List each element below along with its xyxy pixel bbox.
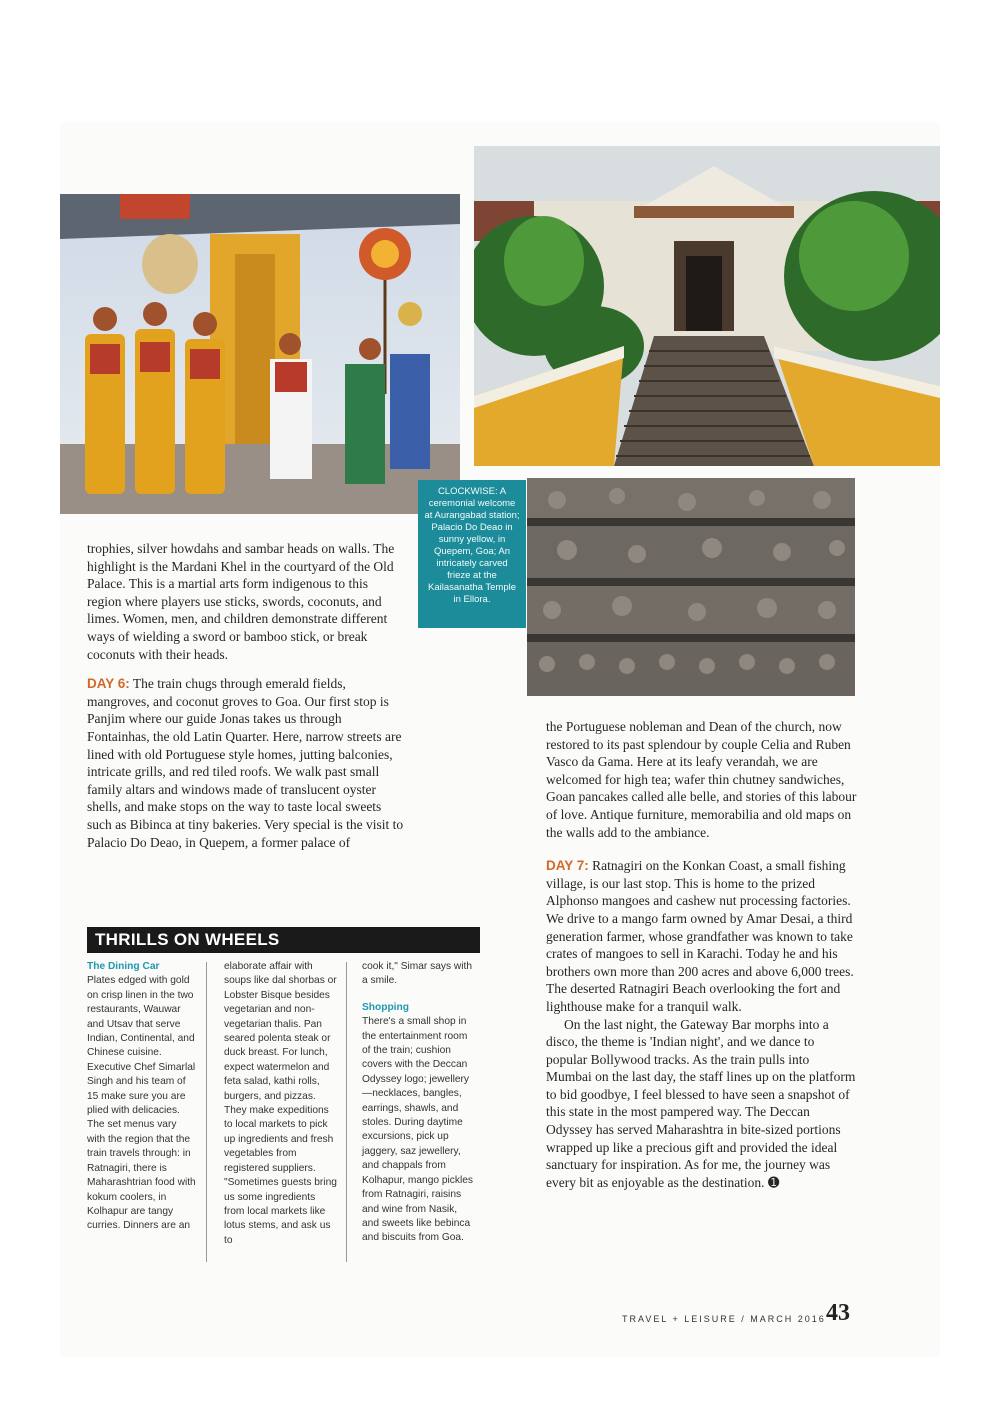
palacio-photo <box>474 146 940 466</box>
shopping-heading: Shopping <box>362 1001 409 1013</box>
welcome-photo <box>60 194 460 514</box>
right-para-3 <box>546 1016 858 1192</box>
sidebar-col-3 <box>362 960 474 1246</box>
page-number: 43 <box>826 1300 850 1326</box>
right-para-3-text: On the last night, the Gateway Bar morphs into a disco, the theme is 'Indian night', and we dance to popular Bollywood tracks. As the train pulls into Mumbai on the last day, the staff lines up on the platform to bid goodbye, I feel blessed to have seen a snapshot of this state in the most pampered way. The Deccan Odyssey has served Maharashtra in bite-sized portions wrapped up like a precious gift and provided the ideal sanctuary for inspiration. As for me, the journey was every bit as enjoyable as the destination. <box>546 1016 856 1190</box>
sidebar-col-2 <box>224 960 338 1248</box>
end-mark-icon: ➊ <box>767 1174 780 1190</box>
palacio-photo-art <box>474 146 940 466</box>
day6-text: The train chugs through emerald fields, mangroves, and coconut groves to Goa. Our first stop is Panjim where our guide Jonas takes us through Fontainhas, the old Latin Quarter. Here, narrow streets are lined with old Portuguese style homes, jutting balconies, intricate grills, and red tiled roofs. We walk past small family altars and windows made of translucent oyster shells, and make stops on the way to taste local sweets such as Bibinca at tiny bakeries. Very special is the visit to Palacio Do Deao, in Quepem, a former palace of <box>87 676 404 850</box>
day6-label: DAY 6: <box>87 676 130 692</box>
day6-paragraph <box>87 675 405 851</box>
day7-text: Ratnagiri on the Konkan Coast, a small fishing village, is our last stop. This is home to the prized Alphonso mangoes and cashew nut processing factories. We drive to a mango farm owned by Amar Desai, a third generation farmer, whose grandfather was known to take crates of mangoes to sell in Karachi. Today he and his brothers own more than 200 acres and above 6,000 trees. The deserted Ratnagiri Beach overlooking the fort and lighthouse make for a tranquil walk. <box>546 858 854 1014</box>
shopping-text: There's a small shop in the entertainment room of the train; cushion covers with the Deccan Odyssey logo; jewellery—necklaces, bangles, earrings, shawls, and stoles. During daytime excursions, pick up jaggery, saz jewellery, and chappals from Kolhapur, mango pickles from Ratnagiri, raisins and wine from Nasik, and sweets like bebinca and biscuits from Goa. <box>362 1016 473 1244</box>
sidebar-divider-1 <box>206 962 207 1262</box>
frieze-photo <box>527 478 855 696</box>
welcome-photo-art <box>60 194 460 514</box>
magazine-page <box>60 122 940 1357</box>
sidebar-divider-2 <box>346 962 347 1262</box>
footer-credit: TRAVEL + LEISURE / MARCH 2016 <box>622 1314 826 1324</box>
dining-car-quote: cook it," Simar says with a smile. <box>362 961 473 987</box>
left-para-1: trophies, silver howdahs and sambar heads on walls. The highlight is the Mardani Khel in the courtyard of the Old Palace. This is a martial arts form indigenous to this region where players use sticks, swords, coconuts, and limes. Women, men, and children demonstrate different ways of wielding a sword or bamboo stick, or break coconuts with their heads. <box>87 541 395 662</box>
right-para-1: the Portuguese nobleman and Dean of the church, now restored to its past splendour by couple Celia and Ruben Vasco da Gama. Here at its leafy verandah, we are welcomed for high tea; wafer thin chutney sandwiches, Goan pancakes called alle belle, and stories of this labour of love. Antique furniture, memorabilia and old maps on the walls add to the ambiance. <box>546 719 857 840</box>
dining-car-heading: The Dining Car <box>87 961 160 972</box>
frieze-photo-art <box>527 478 855 696</box>
sidebar-col-1 <box>87 960 197 1234</box>
right-column <box>546 718 858 1191</box>
day7-label: DAY 7: <box>546 858 589 874</box>
left-column <box>87 540 405 851</box>
dining-car-text-cont: elaborate affair with soups like dal shorbas or Lobster Bisque besides vegetarian and non-vegetarian thalis. Pan seared polenta steak or duck breast. For lunch, expect watermelon and feta salad, kathi rolls, burgers, and pizzas. They make expeditions to local markets to pick up ingredients and fresh vegetables from registered suppliers. "Sometimes guests bring us some ingredients from local markets like lotus stems, and ask us to <box>224 961 337 1246</box>
day7-paragraph <box>546 857 858 1015</box>
photo-caption: CLOCKWISE: A ceremonial welcome at Aurangabad station; Palacio Do Deao in sunny yellow, in Quepem, Goa; An intricately carved frieze at the Kailasanatha Temple in Ellora. <box>418 480 526 628</box>
sidebar-title: THRILLS ON WHEELS <box>87 927 480 953</box>
dining-car-text: Plates edged with gold on crisp linen in the two restaurants, Wauwar and Utsav that serve Indian, Continental, and Chinese cuisine. Executive Chef Simarlal Singh and his team of 15 make sure you are plied with delicacies. The set menus vary with the region that the train travels through: in Ratnagiri, there is Maharashtrian food with kokum coolers, in Kolhapur are tangy curries. Dinners are an <box>87 975 196 1232</box>
